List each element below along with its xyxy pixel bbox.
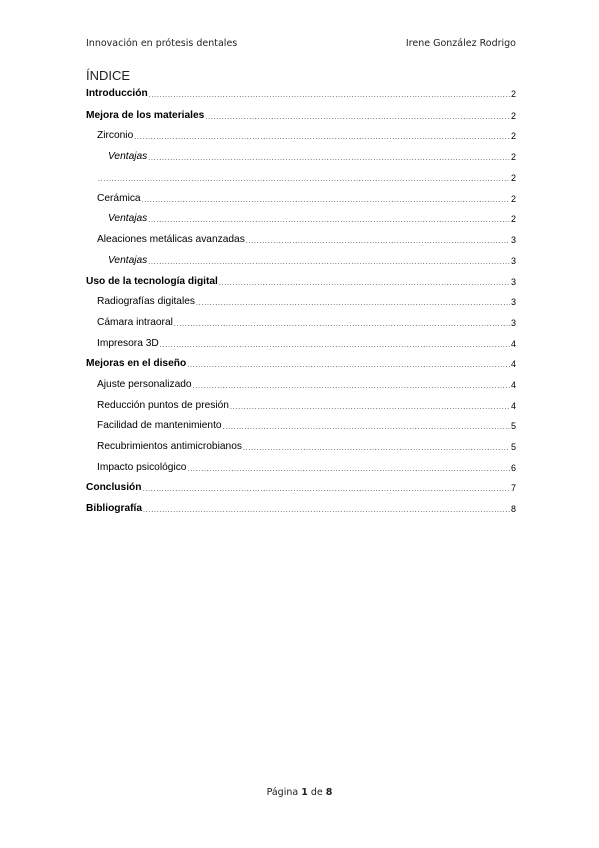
toc-entry-aleaciones[interactable] [86, 232, 516, 246]
toc-entry-page: 4 [510, 339, 516, 349]
toc-entry-ceramica-ventajas[interactable] [86, 211, 516, 225]
toc-entry-introduccion[interactable] [86, 86, 516, 100]
toc-entry-page: 3 [510, 277, 516, 287]
toc-entry-impresora-3d[interactable] [86, 336, 516, 350]
dot-leader [230, 403, 510, 412]
dot-leader [148, 154, 510, 163]
footer-page-prefix: Página [266, 787, 299, 798]
footer-total-pages: 8 [325, 787, 333, 798]
toc-entry-bibliografia[interactable] [86, 501, 516, 515]
toc-entry-label: Introducción [86, 88, 148, 99]
toc-entry-label: Reducción puntos de presión [97, 400, 229, 411]
toc-entry-page: 3 [510, 297, 516, 307]
toc-entry-page: 2 [510, 111, 516, 121]
toc-entry-page: 2 [510, 173, 516, 183]
toc-entry-label: Ajuste personalizado [97, 379, 192, 390]
toc-entry-reduccion-presion[interactable] [86, 398, 516, 412]
toc-entry-ajuste[interactable] [86, 377, 516, 391]
dot-leader [148, 216, 510, 225]
toc-entry-label: Cámara intraoral [97, 317, 173, 328]
dot-leader [223, 423, 510, 432]
toc-entry-page: 3 [510, 318, 516, 328]
toc-entry-page: 3 [510, 256, 516, 266]
toc-entry-page: 2 [510, 89, 516, 99]
dot-leader [143, 506, 510, 515]
toc-entry-page: 6 [510, 463, 516, 473]
dot-leader [160, 341, 510, 350]
toc-entry-impacto-psicologico[interactable] [86, 460, 516, 474]
toc-entry-radiografias[interactable] [86, 294, 516, 308]
toc-entry-camara-intraoral[interactable] [86, 315, 516, 329]
toc-entry-label: Mejora de los materiales [86, 110, 205, 121]
dot-leader [134, 133, 510, 142]
dot-leader [246, 237, 510, 246]
toc-entry-label: Ventajas [108, 213, 148, 224]
header-author: Irene González Rodrigo [405, 38, 516, 49]
toc-entry-ceramica[interactable] [86, 191, 516, 205]
dot-leader [142, 485, 510, 494]
toc-entry-page: 2 [510, 152, 516, 162]
dot-leader [205, 113, 510, 122]
toc-entry-label: Radiografías digitales [97, 296, 195, 307]
dot-leader [149, 91, 510, 100]
toc-entry-page: 2 [510, 131, 516, 141]
toc-entry-label: Facilidad de mantenimiento [97, 420, 222, 431]
toc-entry-label: Ventajas [108, 151, 148, 162]
toc-entry-page: 5 [510, 421, 516, 431]
dot-leader [187, 361, 510, 370]
toc-entry-label: Zirconio [97, 130, 134, 141]
page-header [86, 38, 516, 49]
toc-entry-label: Bibliografía [86, 503, 143, 514]
toc-title: ÍNDICE [86, 68, 131, 83]
toc-entry-page: 4 [510, 359, 516, 369]
toc-entry-conclusion[interactable] [86, 480, 516, 494]
header-document-title: Innovación en prótesis dentales [86, 38, 238, 49]
dot-leader [174, 320, 510, 329]
toc-entry-mejora-materiales[interactable] [86, 108, 516, 122]
toc-entry-page: 3 [510, 235, 516, 245]
dot-leader [193, 382, 510, 391]
toc-entry-label: Cerámica [97, 193, 141, 204]
dot-leader [98, 175, 510, 184]
toc-entry-label: Impacto psicológico [97, 462, 187, 473]
footer-current-page: 1 [301, 787, 308, 798]
dot-leader [196, 299, 510, 308]
toc-entry-page: 4 [510, 401, 516, 411]
dot-leader [243, 444, 510, 453]
toc-entry-label: Recubrimientos antimicrobianos [97, 441, 242, 452]
toc-entry-zirconio[interactable] [86, 128, 516, 142]
footer-page-separator: de [310, 787, 323, 798]
toc-entry-page: 5 [510, 442, 516, 452]
page-footer [0, 787, 599, 798]
toc-entry-page: 2 [510, 194, 516, 204]
toc-entry-zirconio-ventajas[interactable] [86, 149, 516, 163]
toc-entry-page: 7 [510, 483, 516, 493]
toc-entry-recubrimientos[interactable] [86, 439, 516, 453]
dot-leader [142, 196, 510, 205]
toc-entry-empty[interactable] [86, 170, 516, 184]
toc-entry-aleaciones-ventajas[interactable] [86, 253, 516, 267]
dot-leader [187, 465, 510, 474]
toc-entry-label: Mejoras en el diseño [86, 358, 187, 369]
toc-entry-page: 2 [510, 214, 516, 224]
toc-entry-page: 4 [510, 380, 516, 390]
dot-leader [148, 258, 510, 267]
toc-entry-page: 8 [510, 504, 516, 514]
toc-entry-label: Conclusión [86, 482, 142, 493]
toc-entry-label: Aleaciones metálicas avanzadas [97, 234, 245, 245]
toc-entry-label: Uso de la tecnología digital [86, 276, 218, 287]
dot-leader [219, 279, 510, 288]
toc-entry-mantenimiento[interactable] [86, 418, 516, 432]
toc-entry-tecnologia-digital[interactable] [86, 274, 516, 288]
toc-entry-label: Impresora 3D [97, 338, 159, 349]
toc-entry-label: Ventajas [108, 255, 148, 266]
toc-entry-mejoras-diseno[interactable] [86, 356, 516, 370]
